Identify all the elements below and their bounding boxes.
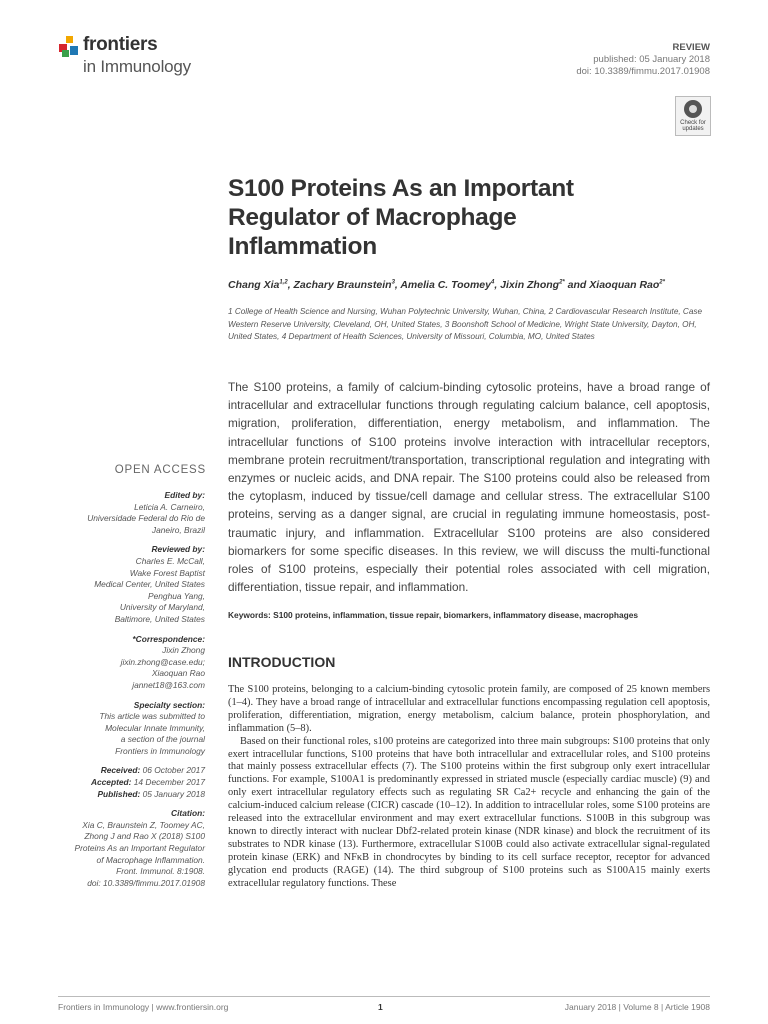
specialty-line: Frontiers in Immunology xyxy=(115,745,205,756)
page-number: 1 xyxy=(378,1002,383,1012)
footer-issue-info: January 2018 | Volume 8 | Article 1908 xyxy=(564,1002,710,1012)
correspondence-email[interactable]: jannet18@163.com xyxy=(132,679,205,690)
published-date-sidebar xyxy=(40,789,205,801)
abstract: The S100 proteins, a family of calcium-binding cytosolic proteins, have a broad range of intracellular and extracellular functions through regulating calcium balance, cell apoptosis, migration, proliferation, differentiation, energy metabolism, and inflammation. The intracellular functions of S100 proteins involve interaction with intracellular receptors, membrane protein recruitment/transportation, transcriptional regulation and integrating with enzymes or nucleic acids, and DNA repair. The S100 proteins could also be released from the cytoplasm, induced by tissue/cell damage and cellular stress. The extracellular S100 proteins, serving as a danger signal, are crucial in regulating immune homeostasis, post-traumatic injury, and inflammation. Extracellular S100 proteins are also considered biomarkers for some specific diseases. In this review, we will discuss the multi-functional roles of S100 proteins, especially their potential roles associated with cell migration, differentiation, tissue repair, and inflammation. xyxy=(228,380,710,595)
paragraph: Based on their functional roles, s100 proteins are categorized into three main subgroups: S100 proteins that only exert intracellular functions, S100 proteins that have both intracellular and extracellular roles, and S100 proteins that mainly possess extracellular effects (7). The S100 proteins within the first subgroup only exert intracellular functions. For example, S100A1 is predominantly expressed in striated muscle (especially cardiac muscle) (9) and only exert intracellular regulatory effects such as regulating SR Ca2+ recycle and enhancing the gain of the calcium-induced calcium release (CICR) cascade (10–12). In addition to intracellular roles, some S100 proteins are released into the extracellular environment and may exert extracellular functions. S100B in this subgroup was known to directly interact with nuclear Dbf2-related protein kinase (NDR kinase) and block the recruitment of its substrates to NDR kinase (13). Furthermore, extracellular S100B could also activate extracellular signal-regulated protein kinase (ERK) and NFκB in chondrocytes by binding to its cell surface receptor, receptor for advanced glycation end products (RAGE) (14). The third subgroup of S100 proteins such as S100A15 mainly exerts extracellular regulatory functions. These xyxy=(228,735,710,889)
citation-label: Citation: xyxy=(171,808,205,819)
affiliations: 1 College of Health Science and Nursing, Wuhan Polytechnic University, Wuhan, China, 2 Cardiovascular Research Institute, Case Western Reserve University, Cleveland, OH, United States, 3 Boonshoft School of Medicine, Wright State University, Dayton, OH, United States, 4 Department of Health Sciences, University of Missouri, Columbia, MO, United States xyxy=(228,307,703,341)
check-for-updates-badge[interactable] xyxy=(675,96,711,136)
accepted-date xyxy=(40,777,205,789)
published-date: published: 05 January 2018 xyxy=(593,54,710,65)
footer-journal-link[interactable]: Frontiers in Immunology | www.frontiersin.org xyxy=(58,1002,229,1012)
published-label: Published: xyxy=(97,788,141,799)
received-label: Received: xyxy=(100,765,141,776)
reviewer-line: Medical Center, United States xyxy=(94,579,205,590)
keywords-label: Keywords: xyxy=(228,610,271,620)
reviewer-line: Baltimore, United States xyxy=(114,613,205,624)
open-access-label: OPEN ACCESS xyxy=(114,464,206,476)
correspondence-name: Xiaoquan Rao xyxy=(151,668,205,679)
citation-line: Xia C, Braunstein Z, Toomey AC, xyxy=(82,819,205,830)
frontiers-logo-icon xyxy=(58,34,80,58)
editor-line: Janeiro, Brazil xyxy=(151,524,205,535)
reviewer-line: Penghua Yang, xyxy=(148,590,205,601)
accepted-label: Accepted: xyxy=(90,777,132,788)
reviewer-line: Wake Forest Baptist xyxy=(129,567,205,578)
paragraph: The S100 proteins, belonging to a calcium-binding cytosolic protein family, are composed of 25 known members (1–4). They have a broad range of intracellular and extracellular functions encompassing regulation cell apoptosis, proliferation, differentiation, migration, energy metabolism, calcium balance, protein phosphorylation, and inflammation (5–8). xyxy=(228,684,710,734)
published-value: 05 January 2018 xyxy=(142,788,205,799)
journal-logo xyxy=(58,32,218,82)
editor-line: Leticia A. Carneiro, xyxy=(134,501,205,512)
footer-divider xyxy=(58,996,710,997)
article-info-sidebar xyxy=(40,490,205,889)
correspondence-label: *Correspondence: xyxy=(132,633,205,644)
citation-line: Front. Immunol. 8:1908. xyxy=(116,866,205,877)
introduction-body xyxy=(228,684,710,891)
article-type: REVIEW xyxy=(672,42,710,53)
specialty-line: This article was submitted to xyxy=(99,711,205,722)
article-doi[interactable]: doi: 10.3389/fimmu.2017.01908 xyxy=(576,66,710,77)
article-title: S100 Proteins As an Important Regulator of Macrophage Inflammation xyxy=(228,175,574,260)
edited-by-label: Edited by: xyxy=(164,490,205,500)
reviewer-line: University of Maryland, xyxy=(119,602,205,613)
specialty-line: Molecular Innate Immunity, xyxy=(105,722,205,733)
article-meta-header xyxy=(576,42,710,78)
received-value: 06 October 2017 xyxy=(142,765,205,776)
specialty-line: a section of the journal xyxy=(120,734,205,745)
keywords xyxy=(228,610,710,620)
keywords-list: S100 proteins, inflammation, tissue repair, biomarkers, inflammatory disease, macrophages xyxy=(273,610,639,620)
correspondence-email[interactable]: jixin.zhong@case.edu; xyxy=(120,656,205,667)
author-list: Chang Xia$^{1,2}$, Zachary Braunstein$^3$, Amelia C. Toomey$^4$, Jixin Zhong$^{2*}$ and Xiaoquan Rao$^{2*}$ xyxy=(228,279,665,291)
check-updates-icon xyxy=(684,100,702,118)
logo-title: frontiers xyxy=(83,34,158,55)
received-date xyxy=(40,765,205,777)
reviewed-by-label: Reviewed by: xyxy=(151,544,205,555)
citation-line: of Macrophage Inflammation. xyxy=(96,854,205,865)
citation-line: Proteins As an Important Regulator xyxy=(74,843,205,854)
section-heading-introduction: INTRODUCTION xyxy=(228,654,336,670)
editor-line: Universidade Federal do Rio de xyxy=(87,513,205,524)
correspondence-name: Jixin Zhong xyxy=(162,645,205,656)
specialty-section-label: Specialty section: xyxy=(133,699,205,710)
accepted-value: 14 December 2017 xyxy=(133,777,205,788)
reviewer-line: Charles E. McCall, xyxy=(135,555,205,566)
citation-doi[interactable]: doi: 10.3389/fimmu.2017.01908 xyxy=(87,877,205,888)
logo-subtitle: in Immunology xyxy=(83,57,191,76)
citation-line: Zhong J and Rao X (2018) S100 xyxy=(84,831,205,842)
check-updates-label: Check for updates xyxy=(680,120,706,132)
